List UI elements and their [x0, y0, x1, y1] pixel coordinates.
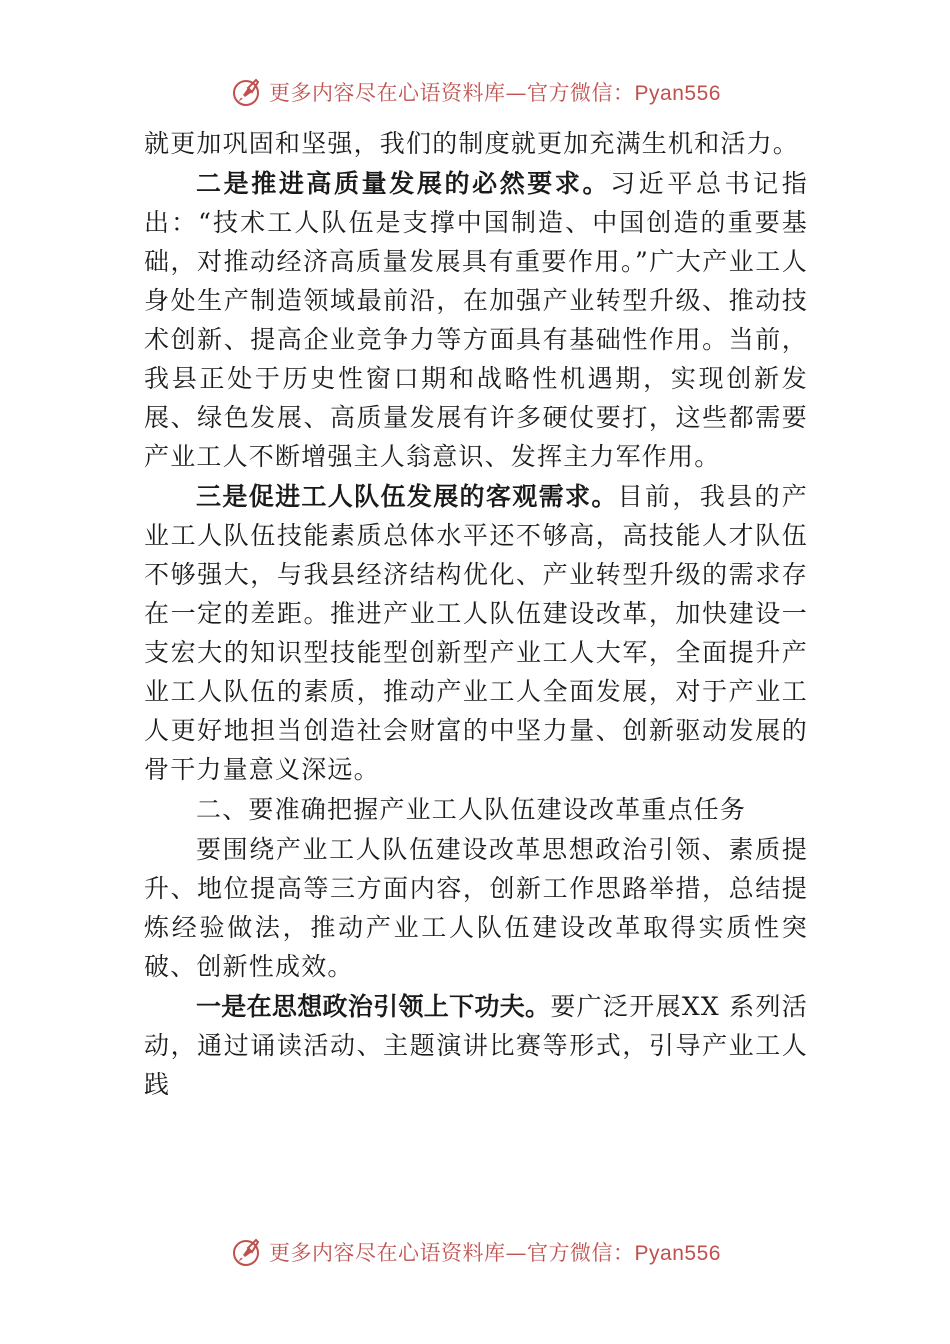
paragraph-text: 要广泛开展XX 系列活动，通过诵读活动、主题演讲比赛等形式，引导产业工人践	[144, 992, 808, 1099]
paragraph-text: 目前，我县的产业工人队伍技能素质总体水平还不够高，高技能人才队伍不够强大，与我县经济结构优化、产业转型升级的需求存在一定的差距。推进产业工人队伍建设改革，加快建设一支宏大的知识型技能型创新型产业工人大军，全面提升产业工人队伍的素质，推动产业工人全面发展，对于产业工人更好地担当创造社会财富的中坚力量、创新驱动发展的骨干力量意义深远。	[144, 482, 808, 784]
paragraph-first-point	[144, 987, 808, 1104]
paragraph-third-point	[144, 477, 808, 789]
document-body	[144, 124, 808, 1104]
header-text: 更多内容尽在心语资料库—官方微信：Pyan556	[269, 81, 721, 105]
bold-lead-first-point: 一是在思想政治引领上下功夫。	[196, 992, 551, 1021]
header-banner	[0, 72, 950, 112]
footer-banner	[0, 1232, 950, 1272]
paragraph-section-intro: 要围绕产业工人队伍建设改革思想政治引领、素质提升、地位提高等三方面内容，创新工作思路举措，总结提炼经验做法，推动产业工人队伍建设改革取得实质性突破、创新性成效。	[144, 835, 808, 981]
paragraph-text: 习近平总书记指出：“技术工人队伍是支撑中国制造、中国创造的重要基础，对推动经济高质量发展具有重要作用。”广大产业工人身处生产制造领域最前沿，在加强产业转型升级、推动技术创新、提高企业竞争力等方面具有基础性作用。当前，我县正处于历史性窗口期和战略性机遇期，实现创新发展、绿色发展、高质量发展有许多硬仗要打，这些都需要产业工人不断增强主人翁意识、发挥主力军作用。	[144, 169, 808, 471]
footer-wechat-id: Pyan556	[634, 1242, 721, 1265]
header-wechat-id: Pyan556	[634, 82, 721, 105]
pen-nib-logo-icon	[229, 1235, 263, 1269]
bold-lead-third-point: 三是促进工人队伍发展的客观需求。	[196, 482, 618, 511]
paragraph-second-point	[144, 164, 808, 476]
paragraph-continuation: 就更加巩固和坚强，我们的制度就更加充满生机和活力。	[144, 129, 800, 158]
bold-lead-second-point: 二是推进高质量发展的必然要求。	[196, 169, 611, 198]
footer-text: 更多内容尽在心语资料库—官方微信：Pyan556	[269, 1241, 721, 1265]
pen-nib-logo-icon	[229, 75, 263, 109]
section-heading-2: 二、要准确把握产业工人队伍建设改革重点任务	[196, 795, 747, 824]
